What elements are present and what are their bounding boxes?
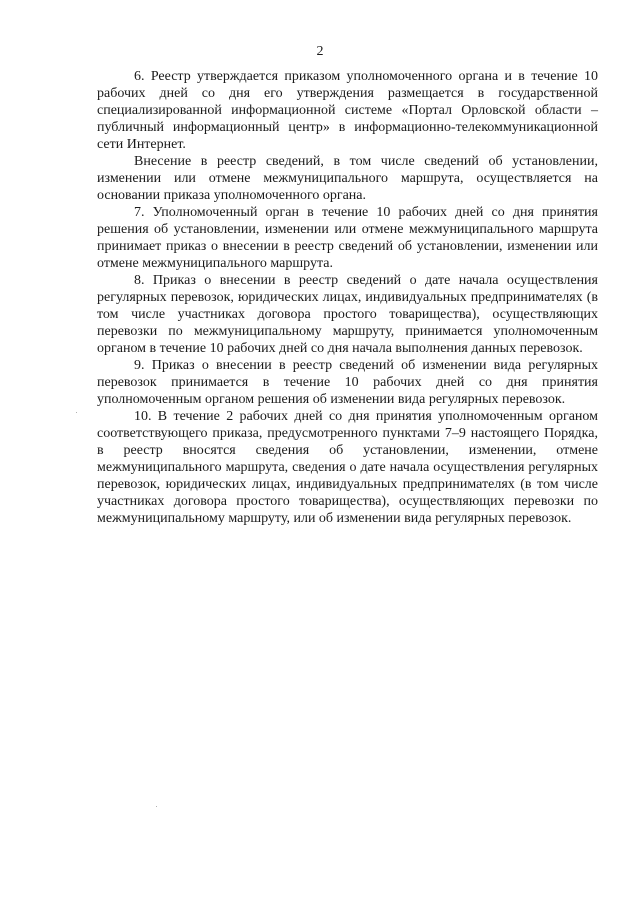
paragraph-10: 10. В течение 2 рабочих дней со дня принятия уполномоченным органом соответствующего приказа, предусмотренного пунктами 7–9 настоящего Порядка, в реестр вносятся сведения об установлении, изменении, отмене межмуниципального маршрута, сведения о дате начала осуществления регулярных перевозок, юридических лицах, индивидуальных предпринимателях (в том числе участниках договора простого товарищества), осуществляющих перевозки по межмуниципальному маршруту, или об изменении вида регулярных перевозок. — [97, 409, 598, 526]
paragraph-8: 8. Приказ о внесении в реестр сведений о дате начала осуществления регулярных перевозок, юридических лицах, индивидуальных предпринимателях (в том числе участниках договора простого товарищества), осуществляющих перевозки по межмуниципальному маршруту, принимается уполномоченным органом в течение 10 рабочих дней со дня начала выполнения данных перевозок. — [97, 273, 598, 356]
scan-artifact — [156, 806, 157, 807]
document-body — [97, 68, 598, 527]
paragraph-7: 7. Уполномоченный орган в течение 10 рабочих дней со дня принятия решения об установлении, изменении или отмене межмуниципального маршрута принимает приказ о внесении в реестр сведений об установлении, изменении или отмене межмуниципального маршрута. — [97, 205, 598, 271]
page-number: 2 — [316, 44, 324, 59]
paragraph-6-registry-entry: Внесение в реестр сведений, в том числе сведений об установлении, изменении или отмене межмуниципального маршрута, осуществляется на основании приказа уполномоченного органа. — [97, 154, 598, 203]
paragraph-6: 6. Реестр утверждается приказом уполномоченного органа и в течение 10 рабочих дней со дня его утверждения размещается в государственной специализированной информационной системе «Портал Орловской области – публичный информационный центр» в информационно-телекоммуникационной сети Интернет. — [97, 69, 598, 152]
scan-artifact — [76, 412, 77, 413]
paragraph-9: 9. Приказ о внесении в реестр сведений об изменении вида регулярных перевозок принимается в течение 10 рабочих дней со дня принятия уполномоченным органом решения об изменении вида регулярных перевозок. — [97, 358, 598, 407]
